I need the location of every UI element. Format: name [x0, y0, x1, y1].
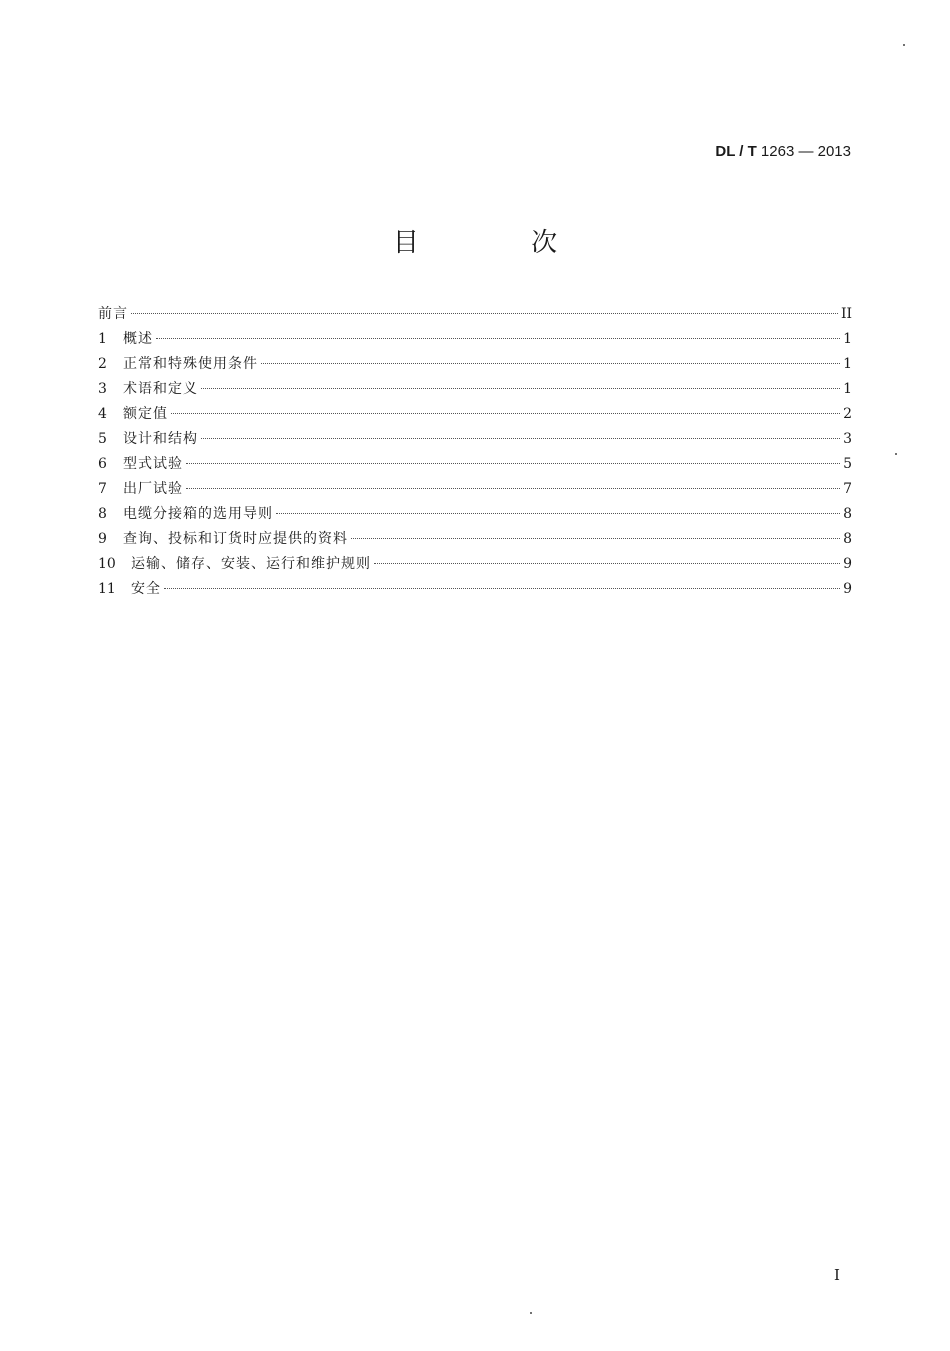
toc-entry-6[interactable] — [98, 452, 852, 477]
toc-entry-label: 概述 — [123, 331, 153, 347]
toc-entry-page: 5 — [843, 456, 852, 472]
toc-entry-page: 9 — [843, 581, 852, 597]
standard-number: 1263 — 2013 — [760, 143, 851, 160]
toc-entry-page: 1 — [843, 381, 852, 397]
page-title: 目 次 — [392, 228, 610, 258]
toc-entry-number: 5 — [98, 431, 107, 447]
table-of-contents — [98, 302, 852, 602]
toc-entry-9[interactable] — [98, 527, 852, 552]
toc-entry-page: 2 — [843, 406, 852, 422]
toc-entry-number: 7 — [98, 481, 107, 497]
toc-entry-label: 电缆分接箱的选用导则 — [123, 506, 273, 522]
toc-entry-foreword[interactable] — [98, 302, 852, 327]
toc-leader-dots — [261, 363, 840, 364]
toc-entry-label: 型式试验 — [123, 456, 183, 472]
toc-leader-dots — [171, 413, 840, 414]
toc-leader-dots — [164, 588, 840, 589]
scan-speck — [895, 453, 897, 455]
toc-entry-page: 1 — [843, 356, 852, 372]
toc-entry-number: 1 — [98, 331, 107, 347]
toc-entry-page: II — [840, 306, 852, 322]
toc-leader-dots — [276, 513, 840, 514]
toc-entry-8[interactable] — [98, 502, 852, 527]
toc-entry-5[interactable] — [98, 427, 852, 452]
toc-entry-number: 11 — [98, 581, 116, 597]
toc-entry-10[interactable] — [98, 552, 852, 577]
toc-entry-label: 额定值 — [123, 406, 168, 422]
toc-entry-number: 9 — [98, 531, 107, 547]
toc-entry-page: 9 — [843, 556, 852, 572]
toc-entry-11[interactable] — [98, 577, 852, 602]
toc-entry-number: 6 — [98, 456, 107, 472]
scan-speck — [903, 44, 905, 46]
toc-entry-label: 安全 — [131, 581, 161, 597]
toc-entry-2[interactable] — [98, 352, 852, 377]
toc-entry-label: 查询、投标和订货时应提供的资料 — [123, 531, 348, 547]
toc-entry-label: 设计和结构 — [123, 431, 198, 447]
toc-entry-number: 2 — [98, 356, 107, 372]
toc-leader-dots — [186, 488, 840, 489]
toc-entry-label: 运输、储存、安装、运行和维护规则 — [131, 556, 371, 572]
toc-entry-page: 3 — [843, 431, 852, 447]
toc-leader-dots — [156, 338, 840, 339]
toc-entry-number: 8 — [98, 506, 107, 522]
toc-entry-page: 7 — [843, 481, 852, 497]
page-number: I — [834, 1266, 840, 1284]
toc-entry-label: 出厂试验 — [123, 481, 183, 497]
toc-entry-label: 术语和定义 — [123, 381, 198, 397]
standard-prefix: DL / T — [715, 143, 757, 160]
toc-leader-dots — [131, 313, 838, 314]
scan-speck — [530, 1312, 532, 1314]
toc-entry-page: 8 — [843, 506, 852, 522]
toc-entry-7[interactable] — [98, 477, 852, 502]
toc-entry-label: 前言 — [98, 306, 128, 322]
toc-entry-3[interactable] — [98, 377, 852, 402]
toc-entry-page: 8 — [843, 531, 852, 547]
toc-entry-4[interactable] — [98, 402, 852, 427]
toc-entry-number: 3 — [98, 381, 107, 397]
toc-leader-dots — [374, 563, 840, 564]
toc-leader-dots — [186, 463, 840, 464]
toc-entry-label: 正常和特殊使用条件 — [123, 356, 258, 372]
toc-entry-number: 4 — [98, 406, 107, 422]
toc-leader-dots — [201, 438, 840, 439]
toc-entry-1[interactable] — [98, 327, 852, 352]
toc-entry-number: 10 — [98, 556, 116, 572]
toc-leader-dots — [351, 538, 840, 539]
standard-code — [715, 143, 851, 160]
toc-entry-page: 1 — [843, 331, 852, 347]
toc-leader-dots — [201, 388, 840, 389]
